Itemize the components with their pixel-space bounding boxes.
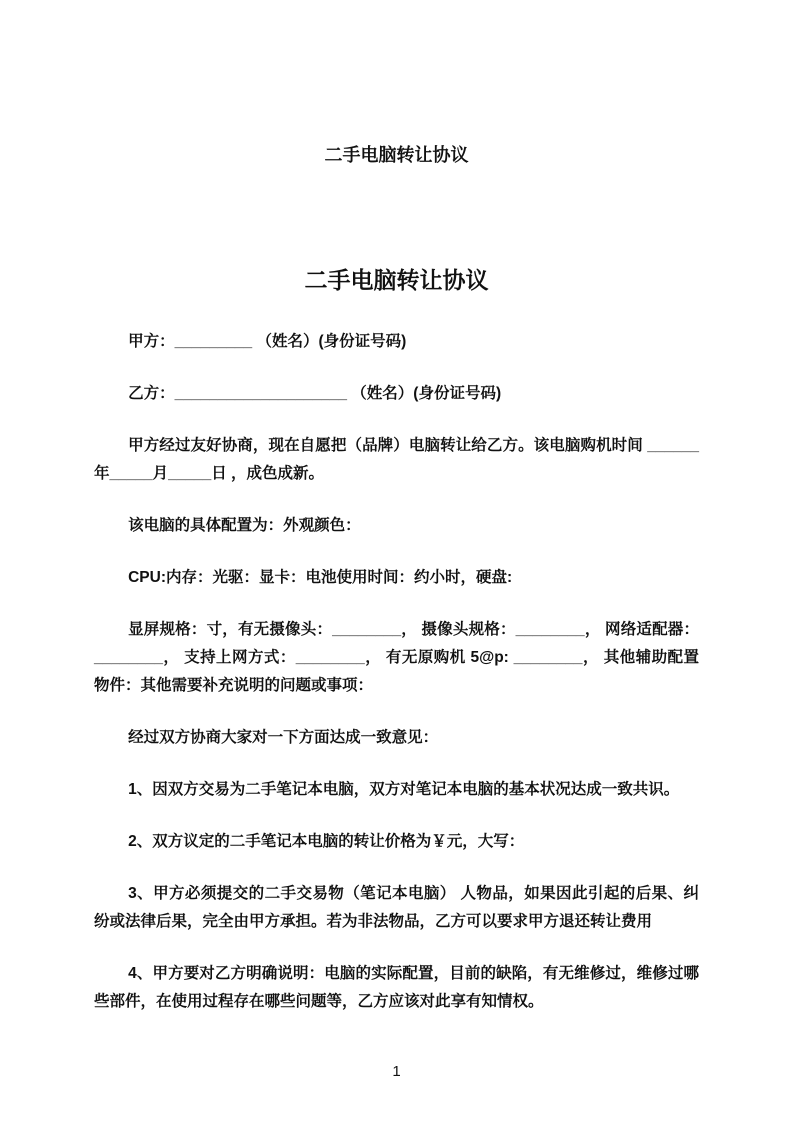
paragraph-party-a: 甲方：_________ （姓名）(身份证号码) (128, 333, 407, 350)
paragraph-config-color: 该电脑的具体配置为：外观颜色： (128, 517, 361, 534)
document-heading: 二手电脑转让协议 (304, 267, 489, 293)
document-top-title: 二手电脑转让协议 (324, 145, 469, 165)
paragraph-transfer-intro: 甲方经过友好协商，现在自愿把（品牌）电脑转让给乙方。该电脑购机时间 ______年_____月_____日 ，成色成新。 (94, 437, 699, 482)
paragraph-clause-3: 3、甲方必须提交的二手交易物（笔记本电脑） 人物品，如果因此引起的后果、纠纷或法律后果，完全由甲方承担。若为非法物品，乙方可以要求甲方退还转让费用 (94, 885, 699, 930)
paragraph-clause-4: 4、甲方要对乙方明确说明：电脑的实际配置，目前的缺陷，有无维修过，维修过哪些部件，在使用过程存在哪些问题等，乙方应该对此享有知情权。 (94, 965, 699, 1010)
paragraph-agreement-intro: 经过双方协商大家对一下方面达成一致意见： (128, 729, 439, 746)
page-number: 1 (392, 1063, 401, 1080)
paragraph-party-b: 乙方：____________________ （姓名）(身份证号码) (128, 385, 502, 402)
paragraph-config-screen: 显屏规格：寸，有无摄像头：________， 摄像头规格：________， 网络适配器：________， 支持上网方式：________， 有无原购机 5@p: ________， 其他辅助配置物件：其他需要补充说明的问题或事项： (94, 621, 699, 694)
paragraph-config-cpu: CPU:内存：光驱：显卡：电池使用时间：约小时，硬盘: (128, 569, 513, 586)
paragraph-clause-1: 1、因双方交易为二手笔记本电脑，双方对笔记本电脑的基本状况达成一致共识。 (128, 781, 680, 798)
paragraph-clause-2: 2、双方议定的二手笔记本电脑的转让价格为￥元，大写： (128, 833, 525, 850)
